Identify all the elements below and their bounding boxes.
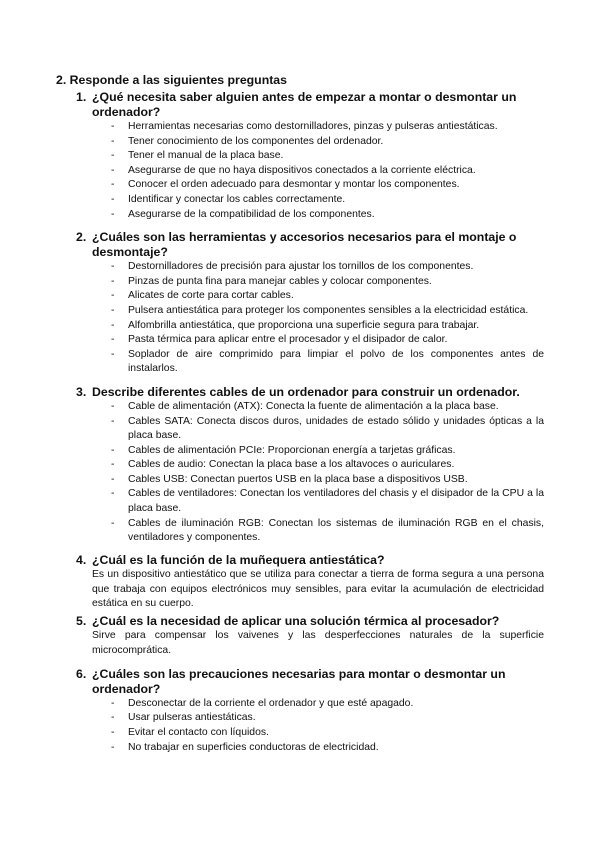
dash-bullet: - (111, 712, 115, 724)
list-item: - Alicates de corte para cortar cables. (128, 289, 544, 304)
question-number: 4. (76, 552, 87, 567)
dash-bullet: - (111, 459, 115, 471)
question-6 (56, 667, 544, 755)
question-title: ¿Cuál es la función de la muñequera antiestática? (92, 552, 385, 567)
list-item: - Destornilladores de precisión para ajustar los tornillos de los componentes. (128, 260, 544, 275)
list-item: - Tener conocimiento de los componentes del ordenador. (128, 135, 544, 150)
dash-bullet: - (111, 135, 115, 147)
dash-bullet: - (111, 304, 115, 316)
list-item: - Conocer el orden adecuado para desmontar y montar los componentes. (128, 178, 544, 193)
dash-bullet: - (111, 334, 115, 346)
dash-bullet: - (111, 473, 115, 485)
answer-paragraph: Es un dispositivo antiestático que se utiliza para conectar a tierra de forma segura a una persona que trabaja con equipos electrónicos muy sensibles, para evitar la acumulación de electricidad estática en su cuerpo. (92, 568, 544, 610)
section-heading: 2. Responde a las siguientes preguntas (56, 73, 287, 87)
question-title: Describe diferentes cables de un ordenador para construir un ordenador. (92, 384, 520, 399)
question-number: 5. (76, 614, 87, 629)
question-5 (56, 614, 544, 659)
dash-bullet: - (111, 517, 115, 529)
list-item: - Desconectar de la corriente el ordenador y que esté apagado. (128, 697, 544, 712)
dash-bullet: - (111, 415, 115, 427)
list-item: - Pasta térmica para aplicar entre el procesador y el disipador de calor. (128, 333, 544, 348)
question-number: 3. (76, 384, 87, 399)
question-number: 2. (76, 230, 87, 245)
list-item: - Cables de ventiladores: Conectan los ventiladores del chasis y el disipador de la CPU a la placa base. (111, 488, 544, 515)
question-4 (56, 553, 544, 612)
answer-list (92, 260, 544, 377)
list-item: - Asegurarse de la compatibilidad de los componentes. (128, 208, 544, 223)
dash-bullet: - (111, 121, 115, 132)
dash-bullet: - (111, 400, 115, 412)
question-title: ¿Qué necesita saber alguien antes de empezar a montar o desmontar un ordenador? (92, 90, 517, 119)
dash-bullet: - (111, 290, 115, 302)
list-item: - Asegurarse de que no haya dispositivos conectados a la corriente eléctrica. (128, 164, 544, 179)
dash-bullet: - (111, 150, 115, 162)
question-number: 6. (76, 666, 87, 681)
list-item: - Usar pulseras antiestáticas. (128, 711, 544, 726)
dash-bullet: - (111, 488, 115, 500)
list-item: - Cables de iluminación RGB: Conectan los sistemas de iluminación RGB en el chasis, ventiladores y componentes. (111, 517, 544, 544)
list-item: - Pulsera antiestática para proteger los componentes sensibles a la electricidad estática. (128, 304, 544, 319)
list-item: - Cables de alimentación PCIe: Proporcionan energía a tarjetas gráficas. (128, 444, 544, 459)
question-title: ¿Cuál es la necesidad de aplicar una solución térmica al procesador? (92, 614, 500, 629)
list-item: - Pinzas de punta fina para manejar cables y colocar componentes. (128, 275, 544, 290)
dash-bullet: - (111, 179, 115, 191)
dash-bullet: - (111, 164, 115, 176)
dash-bullet: - (111, 275, 115, 287)
dash-bullet: - (111, 261, 115, 273)
dash-bullet: - (111, 697, 115, 709)
list-item: - Cables de audio: Conectan la placa base a los altavoces o auriculares. (128, 458, 544, 473)
dash-bullet: - (111, 348, 115, 360)
dash-bullet: - (111, 741, 115, 753)
list-item: - Cable de alimentación (ATX): Conecta la fuente de alimentación a la placa base. (128, 400, 544, 415)
answer-list (92, 697, 544, 755)
question-title: ¿Cuáles son las precauciones necesarias para montar o desmontar un ordenador? (92, 666, 506, 696)
answer-list (92, 400, 544, 546)
dash-bullet: - (111, 193, 115, 205)
list-item: - Cables USB: Conectan puertos USB en la placa base a dispositivos USB. (128, 473, 544, 488)
dash-bullet: - (111, 444, 115, 456)
dash-bullet: - (111, 727, 115, 739)
question-1 (56, 90, 544, 222)
question-number: 1. (76, 90, 87, 104)
list-item: - Soplador de aire comprimido para limpiar el polvo de los componentes antes de instalarlos. (111, 348, 544, 375)
list-item: - Herramientas necesarias como destornilladores, pinzas y pulseras antiestáticas. (128, 120, 544, 135)
list-item: - Cables SATA: Conecta discos duros, unidades de estado sólido y unidades ópticas a la placa base. (111, 415, 544, 442)
question-title: ¿Cuáles son las herramientas y accesorios necesarios para el montaje o desmontaje? (92, 230, 517, 260)
dash-bullet: - (111, 319, 115, 331)
list-item: - Identificar y conectar los cables correctamente. (128, 193, 544, 208)
answer-paragraph: Sirve para compensar los vaivenes y las desperfecciones naturales de la superficie microcomprática. (92, 630, 544, 657)
list-item: - No trabajar en superficies conductoras de electricidad. (128, 741, 544, 756)
dash-bullet: - (111, 208, 115, 220)
list-item: - Alfombrilla antiestática, que proporciona una superficie segura para trabajar. (128, 319, 544, 334)
document-content (56, 73, 544, 755)
question-3 (56, 385, 544, 546)
answer-list (92, 120, 544, 222)
list-item: - Evitar el contacto con líquidos. (128, 726, 544, 741)
question-2 (56, 230, 544, 377)
list-item: - Tener el manual de la placa base. (128, 149, 544, 164)
